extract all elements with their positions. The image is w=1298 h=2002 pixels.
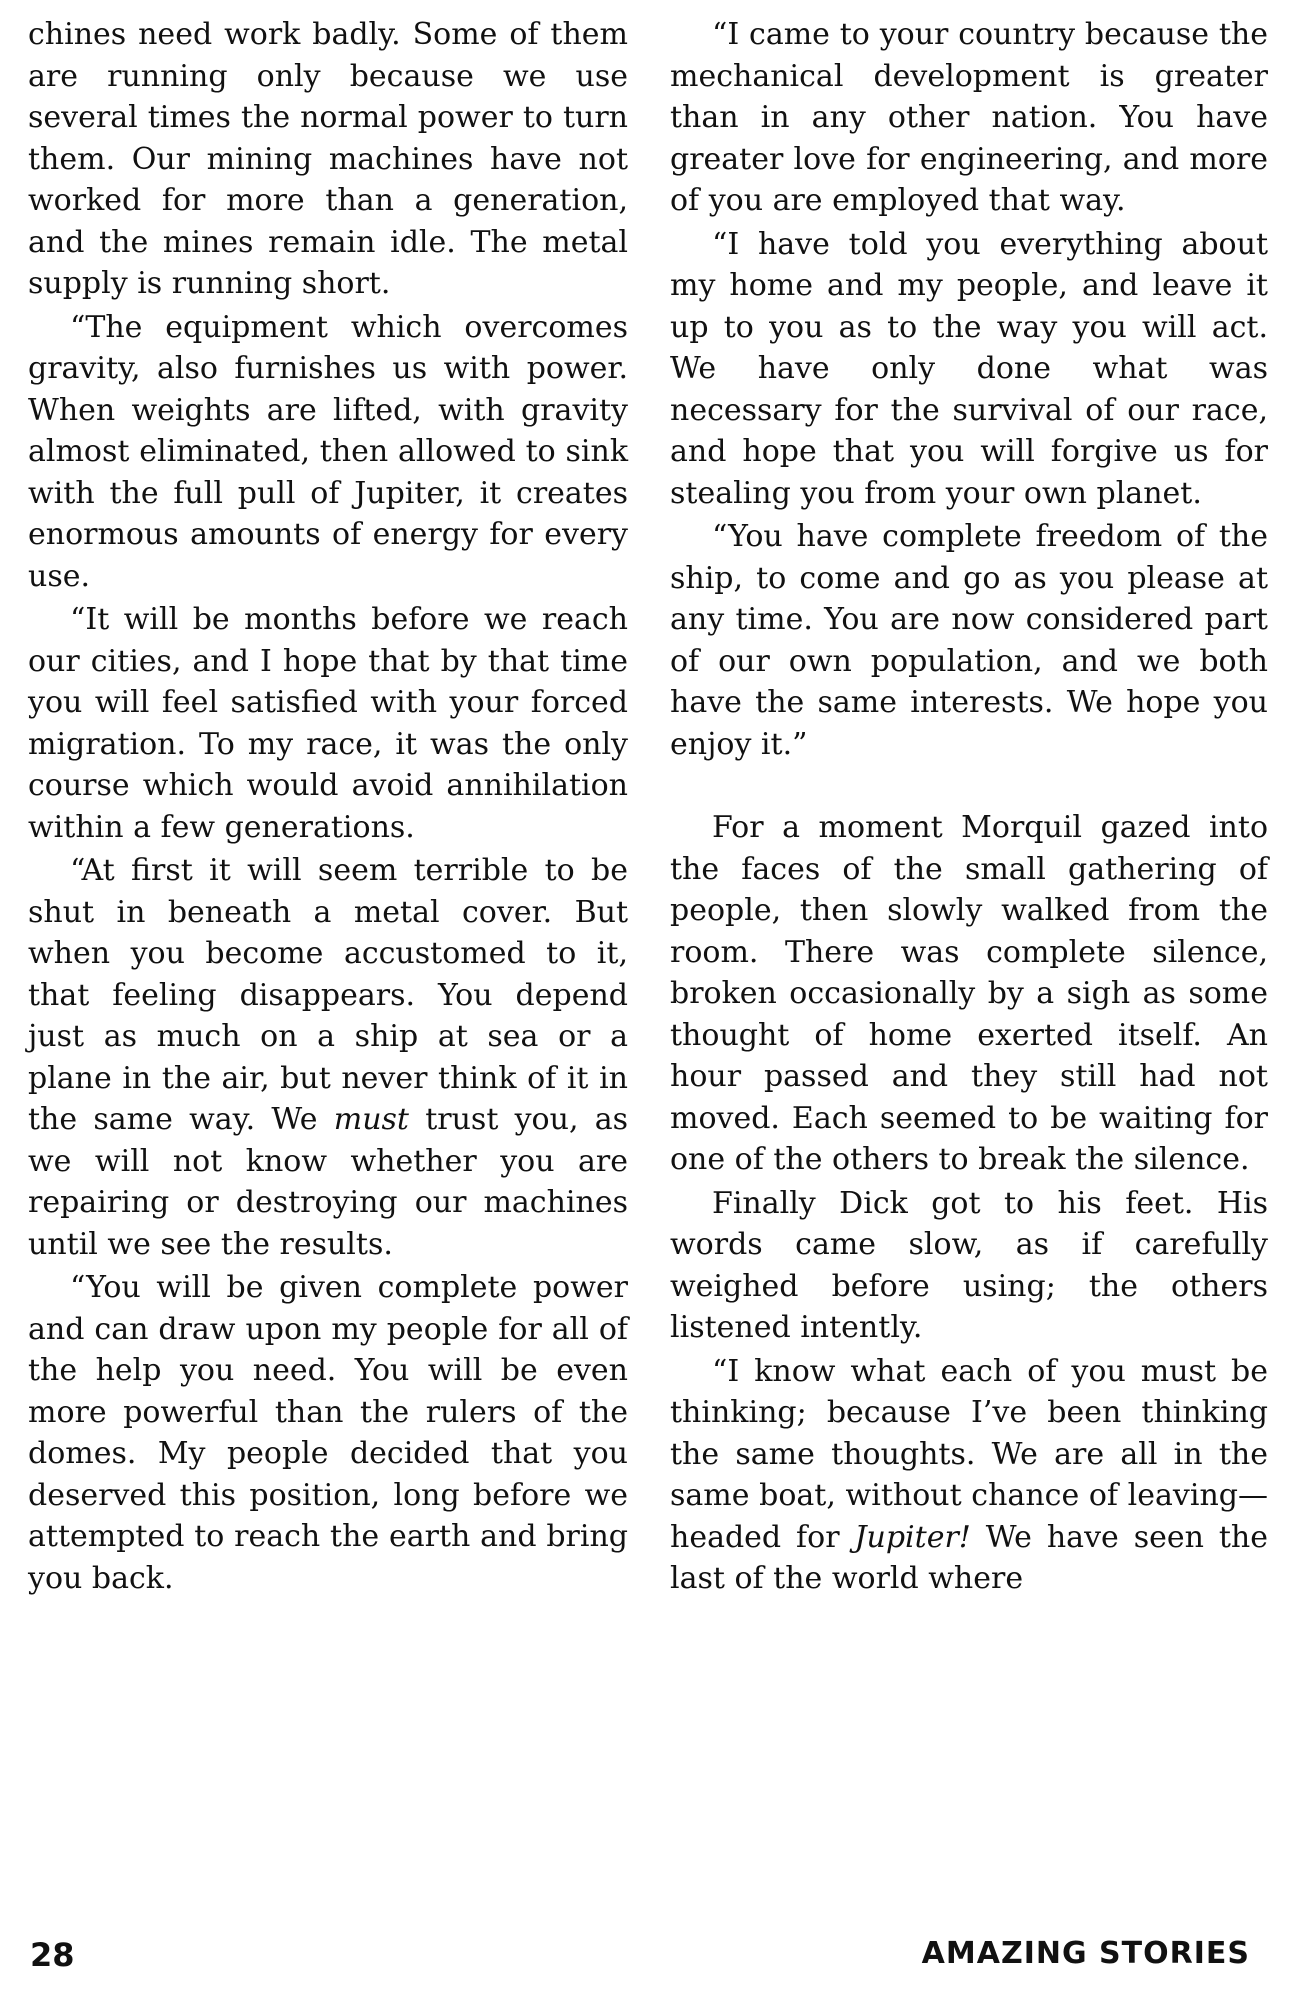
emphasis-text: must: [333, 1102, 409, 1137]
magazine-title: AMAZING STORIES: [921, 1936, 1250, 1971]
text-run: “I know what each of you must be thinking; because I’ve been thinking the same thoughts. We are all in the same boat, without chance of leaving—headed for: [670, 1353, 1268, 1555]
right-column: [670, 14, 1268, 1602]
paragraph: chines need work badly. Some of them are running only because we use several times the normal power to turn them. Our mining machines have not worked for more than a generation, and the mines remain idle. The metal supply is running short.: [28, 17, 628, 301]
paragraph: [28, 850, 628, 1265]
paragraph: For a moment Morquil gazed into the faces of the small gathering of people, then slowly walked from the room. There was complete silence, broken occasionally by a sigh as some thought of home exerted itself. An hour passed and they still had not moved. Each seemed to be waiting for one of the others to break the silence.: [670, 810, 1268, 1177]
text-run: “At first it will seem terrible to be shut in beneath a metal cover. But when you become accustomed to it, that feeling disappears. You depend just as much on a ship at sea or a plane in the air, but never think of it in the same way. We: [28, 853, 628, 1137]
text-run: trust you, as we will not know whether you are repairing or destroying our machines until we see the results.: [28, 1102, 628, 1262]
paragraph: Finally Dick got to his feet. His words came slow, as if carefully weighed before using; the others listened intently.: [670, 1185, 1268, 1345]
paragraph: “The equipment which overcomes gravity, also furnishes us with power. When weights are lifted, with gravity almost eliminated, then allowed to sink with the full pull of Jupiter, it creates enormous amounts of energy for every use.: [28, 309, 628, 594]
paragraph: “You have complete freedom of the ship, to come and go as you please at any time. You are now considered part of our own population, and we both have the same interests. We hope you enjoy it.”: [670, 519, 1268, 762]
emphasis-text: Jupiter!: [854, 1519, 971, 1555]
paragraph: “I have told you everything about my home and my people, and leave it up to you as to the way you will act. We have only done what was necessary for the survival of our race, and hope that you will forgive us for stealing you from your own planet.: [670, 226, 1268, 511]
page-number: 28: [30, 1936, 75, 1974]
text-run: We have seen the last of the world where: [670, 1519, 1268, 1596]
paragraph: [670, 1351, 1268, 1600]
paragraph: “You will be given complete power and can draw upon my people for all of the help you need. You will be even more powerful than the rulers of the domes. My people decided that you deserved this position, long before we attempted to reach the earth and bring you back.: [28, 1270, 628, 1596]
paragraph: “I came to your country because the mechanical development is greater than in any other nation. You have greater love for engineering, and more of you are employed that way.: [670, 17, 1268, 218]
left-column: [28, 14, 628, 1601]
paragraph: “It will be months before we reach our cities, and I hope that by that time you will feel satisfied with your forced migration. To my race, it was the only course which would avoid annihilation within a few generations.: [28, 602, 628, 845]
